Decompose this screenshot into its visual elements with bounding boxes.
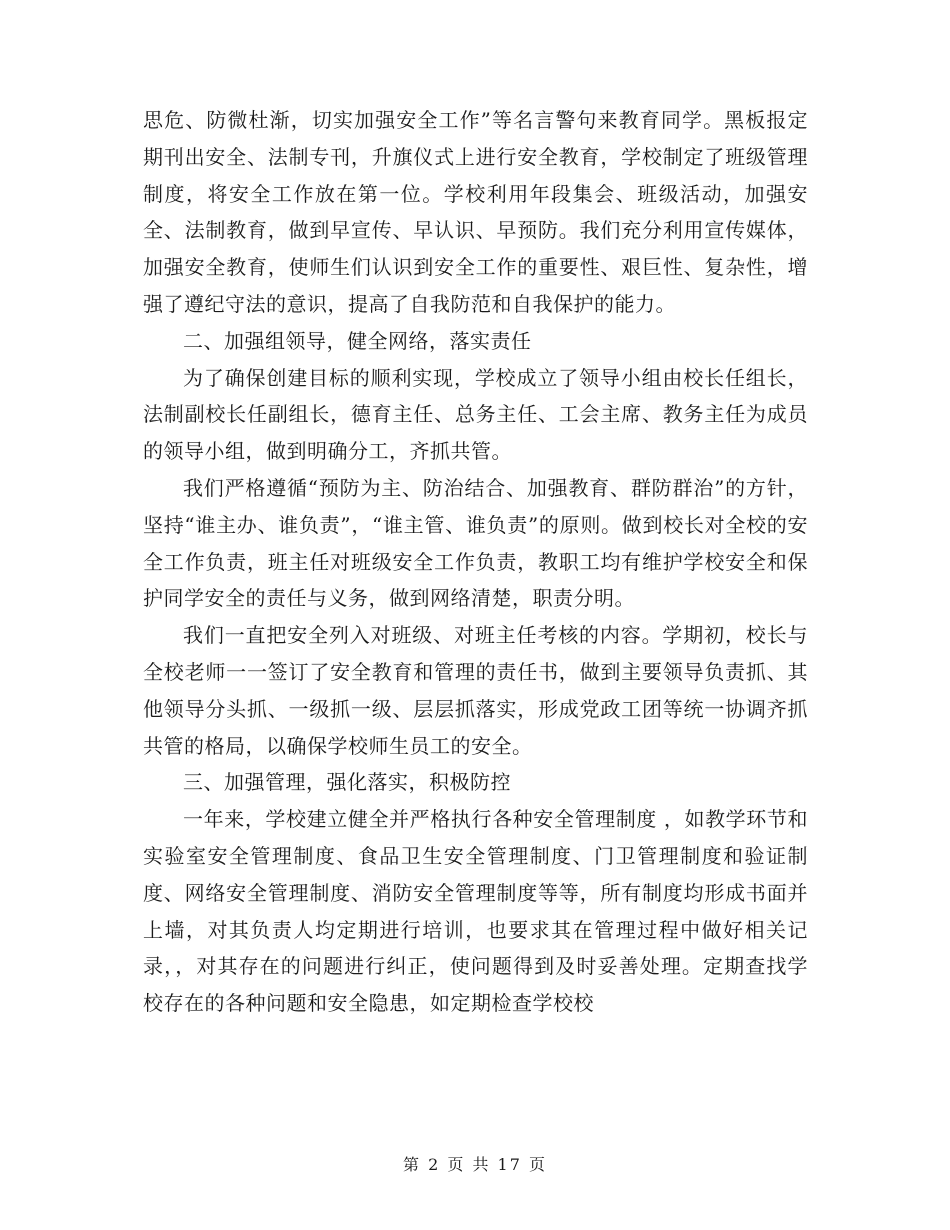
section-heading: 二、加强组领导，健全网络，落实责任 xyxy=(183,328,532,353)
body-paragraph: 思危、防微杜渐，切实加强安全工作”等名言警句来教育同学。黑板报定期刊出安全、法制专刊，升旗仪式上进行安全教育，学校制定了班级管理制度，将安全工作放在第一位。学校利用年段集会、班级活动，加强安全、法制教育，做到早宣传、早认识、早预防。我们充分利用宣传媒体，加强安全教育，使师生们认识到安全工作的重要性、艰巨性、复杂性，增强了遵纪守法的意识，提高了自我防范和自我保护的能力。 xyxy=(143,108,808,316)
body-paragraph: 我们严格遵循“预防为主、防治结合、加强教育、群防群治”的方针，坚持“谁主办、谁负责”，“谁主管、谁负责”的原则。做到校长对全校的安全工作负责，班主任对班级安全工作负责，教职工均有维护学校安全和保护同学安全的责任与义务，做到网络清楚，职责分明。 xyxy=(143,475,808,611)
document-body xyxy=(143,102,808,1022)
body-paragraph: 为了确保创建目标的顺利实现，学校成立了领导小组由校长任组长，法制副校长任副组长，德育主任、总务主任、工会主席、教务主任为成员的领导小组，做到明确分工，齐抓共管。 xyxy=(143,365,808,464)
page-number-footer: 第 2 页 共 17 页 xyxy=(403,1155,547,1174)
body-paragraph: 一年来，学校建立健全并严格执行各种安全管理制度 ，如教学环节和实验室安全管理制度、食品卫生安全管理制度、门卫管理制度和验证制度、网络安全管理制度、消防安全管理制度等等，所有制度均形成书面并上墙，对其负责人均定期进行培训，也要求其在管理过程中做好相关记录，，对其存在的问题进行纠正，使问题得到及时妥善处理。定期查找学校存在的各种问题和安全隐患，如定期检查学校校 xyxy=(143,807,808,1016)
body-paragraph: 我们一直把安全列入对班级、对班主任考核的内容。学期初，校长与全校老师一一签订了安全教育和管理的责任书，做到主要领导负责抓、其他领导分头抓、一级抓一级、层层抓落实，形成党政工团等统一协调齐抓共管的格局，以确保学校师生员工的安全。 xyxy=(143,623,808,758)
section-heading: 三、加强管理，强化落实，积极防控 xyxy=(183,770,511,795)
